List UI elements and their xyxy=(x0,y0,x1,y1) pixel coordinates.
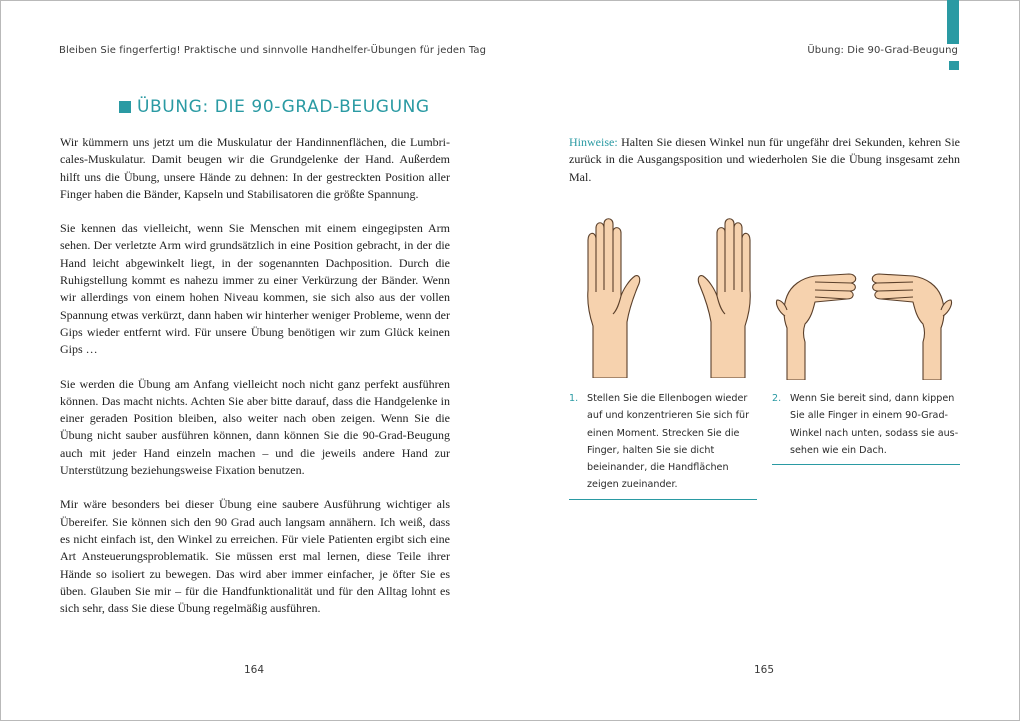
step-text: Stellen Sie die Ellenbogen wieder auf und konzentrieren Sie sich für einen Moment. Strecken Sie die Finger, halten Sie sie dicht beieinander, die Handflächen zeigen zueinander. xyxy=(587,393,750,491)
instruction-step xyxy=(772,390,960,465)
hand-raised-fingers-straight-icon xyxy=(583,218,641,378)
thumb-index-bar xyxy=(947,0,959,44)
body-paragraph: Sie werden die Übung am Anfang vielleicht noch nicht ganz perfekt ausführen können. Das macht nichts. Achten Sie aber bitte darauf, dass die Handgelenke in einer geraden Position bleiben, also weiter nach oben zeigen. Wenn Sie die Übung nicht sauber ausführen können, dann können Sie die 90-Grad-Beugung auch mit jeder Hand einzeln machen – und die jeweils andere Hand zur Unterstützung beziehungsweise Fixation benutzen. xyxy=(60,376,450,478)
chapter-heading xyxy=(119,97,430,117)
hint-text: Halten Sie diesen Winkel nun für ungefähr drei Sekunden, kehren Sie zurück in die Ausgangsposition und wiederholen Sie die Übung insgesamt zehn Mal. xyxy=(569,135,960,184)
page-number-right: 165 xyxy=(754,664,775,676)
step-number: 1. xyxy=(569,393,579,404)
body-paragraph: Mir wäre besonders bei dieser Übung eine saubere Ausführung wichtiger als Übereifer. Sie können sich den 90 Grad auch langsam annähern. Ich weiß, dass es nicht einfach ist, den Winkel zu erreichen. Für viele Patienten ergibt sich eine Art Ansteuerungsproblematik. Sie müssen erst mal lernen, diese Teile ihrer Hände so isoliert zu bewegen. Das wird aber immer einfacher, je öfter Sie es üben. Glauben Sie mir – für die Handfunktionalität und für den Alltag lohnt es sich sehr, dass Sie diese Übung regelmäßig ausführen. xyxy=(60,497,450,616)
heading-square-icon xyxy=(119,101,131,113)
step-text: Wenn Sie bereit sind, dann kippen Sie alle Finger in einem 90-Grad-Winkel nach unten, sodass sie aussehen wie ein Dach. xyxy=(790,393,959,456)
running-header-right: Übung: Die 90-Grad-Beugung xyxy=(807,45,958,56)
body-paragraph: Sie kennen das vielleicht, wenn Sie Menschen mit einem eingegipsten Arm sehen. Der verletzte Arm wird grundsätzlich in eine Position gebracht, in der die Hand leicht abgewinkelt liegt, in der sogenannten Dachposition. Durch die Ruhigstellung kommt es nahezu immer zu einer Verkürzung der Bänder. Wenn wir allerdings von einem hohen Niveau kommen, sie sich also aus der vollen Spannung etwas verkürzt, dann haben wir hinterher weniger Probleme, wenn der Gips wieder entfernt wird. Für unsere Übung benötigen wir zum Glück keinen Gips … xyxy=(60,221,450,357)
thumb-index-marker xyxy=(949,61,959,70)
left-text-column xyxy=(60,134,450,634)
hand-fingers-bent-90-degrees-icon xyxy=(869,270,953,380)
hand-fingers-bent-90-degrees-icon xyxy=(775,270,859,380)
hand-illustrations xyxy=(569,212,960,380)
hint-paragraph xyxy=(569,134,960,186)
instruction-step xyxy=(569,390,757,500)
hand-raised-fingers-straight-icon xyxy=(697,218,755,378)
running-header-left: Bleiben Sie fingerfertig! Praktische und sinnvolle Handhelfer-Übungen für jeden Tag xyxy=(59,45,487,56)
chapter-title: ÜBUNG: DIE 90-GRAD-BEUGUNG xyxy=(137,97,430,117)
page-number-left: 164 xyxy=(244,664,265,676)
step-number: 2. xyxy=(772,393,782,404)
body-paragraph: Wir kümmern uns jetzt um die Muskulatur der Handinnenflächen, die Lumbricales-Muskulatur. Damit beugen wir die Grundgelenke der Hand. Außerdem hilft uns die Übung, unsere Hände zu dehnen: In der gestreckten Position aller Finger haben die Bänder, Kapseln und Stabilisatoren die größte Spannung. xyxy=(60,135,450,201)
hint-label: Hinweise: xyxy=(569,135,618,149)
